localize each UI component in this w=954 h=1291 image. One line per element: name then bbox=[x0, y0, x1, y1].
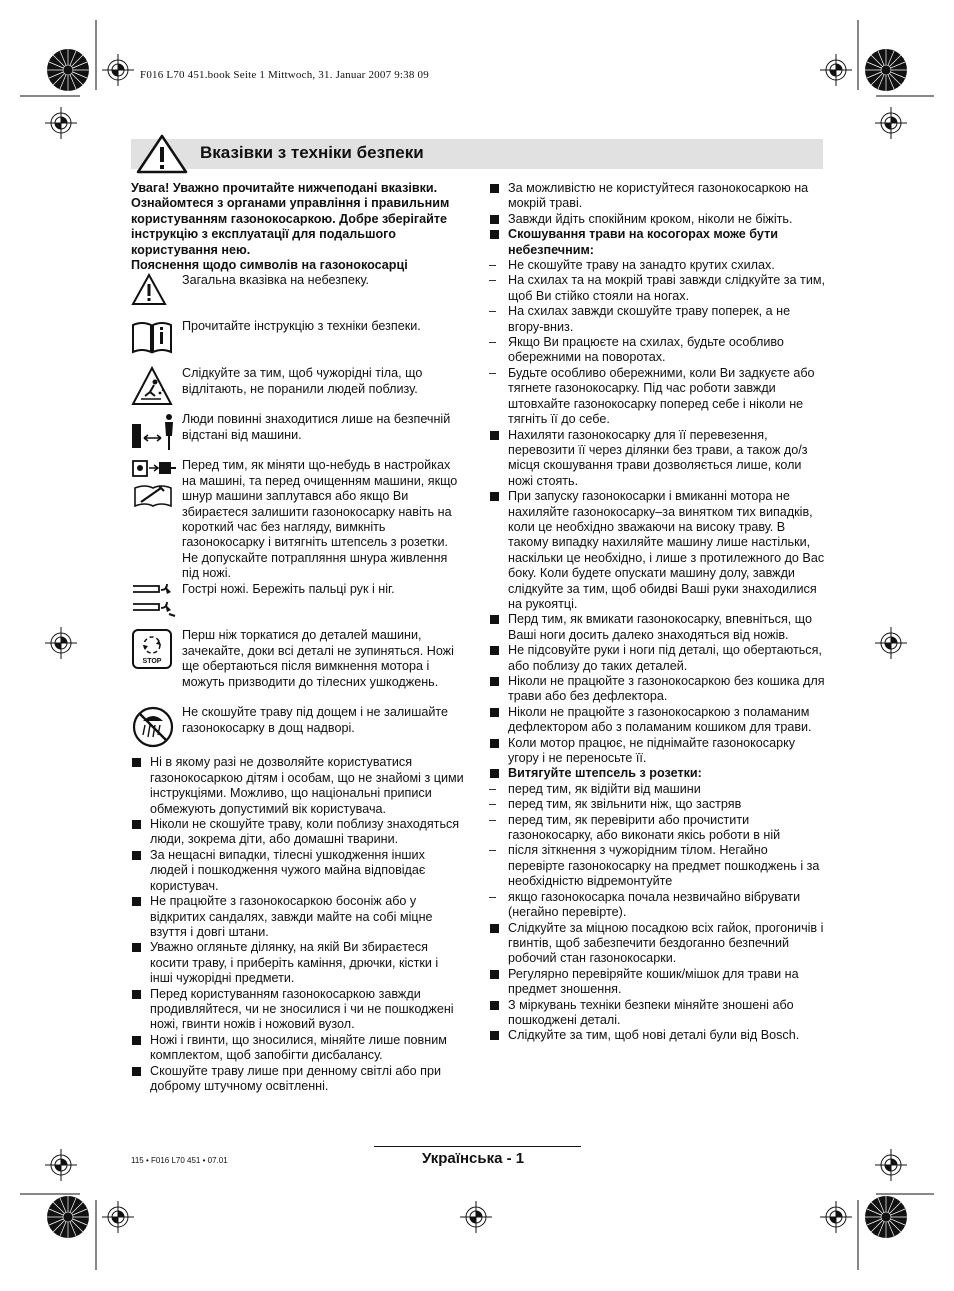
list-item-text: Витягуйте штепсель з розетки: bbox=[508, 766, 702, 781]
list-item-text: Ні в якому разі не дозволяйте користуватися газонокосаркою дітям і особам, що не знайомі з цими інструкціями. Можливо, що національні приписи обмежують допустимий вік користувача. bbox=[150, 755, 464, 816]
list-item-text: За нещасні випадки, тілесні ушкодження інших людей і пошкодження чужого майна відповідає користувач. bbox=[150, 847, 426, 893]
sub-list-item bbox=[489, 813, 825, 844]
symbol-text: Прочитайте інструкцію з техніки безпеки. bbox=[182, 319, 421, 334]
no-rain-icon bbox=[131, 705, 175, 749]
list-item-text: Ножі і гвинти, що зносилися, міняйте лише повним комплектом, щоб запобігти дисбалансу. bbox=[150, 1032, 447, 1063]
list-item-text: Перд тим, як вмикати газонокосарку, впевніться, що Ваші ноги досить далеко знаходяться від ножів. bbox=[508, 612, 813, 642]
sub-list-item bbox=[489, 335, 825, 366]
list-item bbox=[489, 705, 825, 736]
symbol-row bbox=[131, 319, 464, 366]
intro-warning: Увага! Уважно прочитайте нижчеподані вказівки. Ознайомтеся з органами управління і правильним користуванням газонокосаркою. Добре зберігайте інструкцію з експлуатації для подальшого користування нею. bbox=[131, 181, 450, 257]
unplug-before-maintenance-icon bbox=[131, 458, 177, 508]
sharp-blades-icon bbox=[131, 582, 177, 618]
footer-code: 115 • F016 L70 451 • 07.01 bbox=[131, 1156, 228, 1165]
symbol-row bbox=[131, 366, 464, 412]
list-item bbox=[131, 1064, 464, 1095]
dash-marker: – bbox=[489, 365, 497, 380]
sub-list-item bbox=[489, 890, 825, 921]
sub-list-item bbox=[489, 797, 825, 812]
dash-marker: – bbox=[489, 797, 497, 812]
list-item-text: Перед користуванням газонокосаркою завжди продивляйтеся, чи не зносилися і чи не пошкоджені ножі, гвинти ножів і ножовий вузол. bbox=[150, 986, 454, 1032]
list-item-text: Не підсовуйте руки і ноги під деталі, що обертаються, або поблизу до таких деталей. bbox=[508, 643, 822, 673]
list-item-text: Ніколи не скошуйте траву, коли поблизу знаходяться люди, зокрема діти, або домашні тварини. bbox=[150, 817, 460, 847]
symbol-row bbox=[131, 458, 464, 582]
list-item bbox=[131, 940, 464, 986]
list-item-text: перед тим, як звільнити ніж, що застряв bbox=[508, 797, 742, 812]
read-manual-icon bbox=[131, 319, 173, 355]
right-column bbox=[489, 181, 825, 1044]
list-item-text: Ніколи не працюйте з газонокосаркою без кошика для трави або без дефлектора. bbox=[508, 674, 825, 704]
list-item bbox=[131, 817, 464, 848]
symbol-text: Перед тим, як міняти що-небудь в настройках на машині, та перед очищенням машини, якщо шнур машини заплутався або якщо Ви збираєтеся залишити газонокосарку навіть на короткий час без нагляду, вимкніть газонокосарку і витягніть штепсель з розетки. Не допускайте потрапляння шнура живлення під ножі. bbox=[182, 458, 458, 581]
list-item bbox=[489, 612, 825, 643]
list-item bbox=[489, 643, 825, 674]
list-item bbox=[131, 755, 464, 817]
wait-stop-icon bbox=[131, 628, 173, 670]
list-item bbox=[489, 921, 825, 967]
list-item-text: На схилах та на мокрій траві завжди слідкуйте за тим, щоб Ви стійко стояли на ногах. bbox=[508, 273, 826, 303]
dash-marker: – bbox=[489, 335, 497, 350]
list-item bbox=[489, 736, 825, 767]
list-item-text: За можливістю не користуйтеся газонокосаркою на мокрій траві. bbox=[508, 181, 809, 211]
list-item-text: Слідкуйте за міцною посадкою всіх гайок, прогоничів і гвинтів, щоб забезпечити бездоганно безпечний робочий стан газонокосарки. bbox=[508, 920, 824, 966]
list-item-text: При запуску газонокосарки і вмиканні мотора не нахиляйте газонокосарку–за винятком тих випадків, коли це необхідно зважаючи на високу траву. В такому випадку нахиляйте машину лише настільки, наскільки це необхідно, і лише з протилежного до Вас боку. Коли будете опускати машину долу, завжди слідкуйте за тим, щоб обидві Ваші руки знаходилися на рукоятці. bbox=[508, 489, 825, 611]
symbol-row bbox=[131, 705, 464, 752]
symbol-row bbox=[131, 582, 464, 628]
intro-block bbox=[131, 181, 464, 273]
list-item bbox=[489, 1028, 825, 1043]
symbol-text: Гострі ножі. Бережіть пальці рук і ніг. bbox=[182, 582, 395, 597]
list-item-text: Завжди йдіть спокійним кроком, ніколи не біжіть. bbox=[508, 211, 793, 226]
dash-marker: – bbox=[489, 781, 497, 796]
sub-list-item bbox=[489, 782, 825, 797]
list-item-text: Не скошуйте траву на занадто крутих схилах. bbox=[508, 258, 775, 273]
list-item-text: На схилах завжди скошуйте траву поперек, а не вгору-вниз. bbox=[508, 304, 791, 334]
list-item-text: Скошуйте траву лише при денному світлі або при доброму штучному освітленні. bbox=[150, 1063, 442, 1093]
list-item-text: після зіткнення з чужорідним тілом. Негайно перевірте газонокосарку на предмет пошкоджень і за необхідністю відремонтуйте bbox=[508, 843, 820, 889]
dash-marker: – bbox=[489, 843, 497, 858]
list-item-text: Будьте особливо обережними, коли Ви задкуєте або тягнете газонокосарку. Під час роботи завжди штовхайте газонокосарку поперед себе і ніколи не тягніть її до себе. bbox=[508, 365, 815, 427]
list-item-text: якщо газонокосарка почала незвичайно вібрувати (негайно перевірте). bbox=[508, 889, 801, 920]
sub-list-item bbox=[489, 273, 825, 304]
symbol-row bbox=[131, 412, 464, 458]
list-item bbox=[489, 967, 825, 998]
symbol-text: Слідкуйте за тим, щоб чужорідні тіла, що відлітають, не поранили людей поблизу. bbox=[182, 366, 423, 396]
dash-marker: – bbox=[489, 812, 497, 827]
list-item bbox=[489, 674, 825, 705]
sub-list-item bbox=[489, 366, 825, 428]
list-item-text: Слідкуйте за тим, щоб нові деталі були від Bosch. bbox=[508, 1028, 800, 1043]
warning-triangle-icon bbox=[131, 273, 167, 307]
dash-marker: – bbox=[489, 304, 497, 319]
symbol-text: Не скошуйте траву під дощем і не залишайте газонокосарку в дощ надворі. bbox=[182, 705, 448, 735]
list-item bbox=[489, 181, 825, 212]
page-title: Вказівки з техніки безпеки bbox=[200, 143, 424, 162]
list-item-text: Коли мотор працює, не піднімайте газонокосарку угору і не переносьте її. bbox=[508, 735, 796, 766]
left-column bbox=[131, 181, 464, 1094]
symbol-text: Люди повинні знаходитися лише на безпечній відстані від машини. bbox=[182, 412, 451, 442]
sub-list-item bbox=[489, 258, 825, 273]
flying-objects-icon bbox=[131, 366, 173, 406]
list-item bbox=[489, 998, 825, 1029]
symbol-text: Перш ніж торкатися до деталей машини, зачекайте, доки всі деталі не зупиняться. Ножі ще обертаються після вимкнення мотора і можуть призводити до тілесних ушкоджень. bbox=[182, 628, 454, 689]
list-item bbox=[489, 766, 825, 781]
list-item bbox=[489, 428, 825, 490]
dash-marker: – bbox=[489, 258, 497, 273]
symbol-row bbox=[131, 628, 464, 705]
list-item-text: Якщо Ви працюєте на схилах, будьте особливо обережними на поворотах. bbox=[508, 335, 784, 365]
list-item bbox=[489, 227, 825, 258]
list-item bbox=[131, 848, 464, 894]
list-item bbox=[131, 1033, 464, 1064]
book-info-header: F016 L70 451.book Seite 1 Mittwoch, 31. Januar 2007 9:38 09 bbox=[140, 69, 429, 81]
list-item-text: Регулярно перевіряйте кошик/мішок для трави на предмет зношення. bbox=[508, 966, 799, 997]
list-item bbox=[489, 212, 825, 227]
list-item-text: Нахиляти газонокосарку для її перевезення, перевозити її через ділянки без трави, а також до/з місця скошування трави дозволяється лише, коли ножі стоять. bbox=[508, 427, 808, 488]
list-item bbox=[131, 894, 464, 940]
list-item-text: Ніколи не працюйте з газонокосаркою з поламаним дефлектором або з поламаним кошиком для трави. bbox=[508, 704, 812, 735]
list-item bbox=[489, 489, 825, 612]
svg-text:STOP: STOP bbox=[142, 658, 162, 666]
sub-list-item bbox=[489, 304, 825, 335]
dash-marker: – bbox=[489, 889, 497, 904]
symbol-text: Загальна вказівка на небезпеку. bbox=[182, 273, 370, 288]
list-item-text: Не працюйте з газонокосаркою босоніж або у відкритих сандалях, завжди майте на собі міцне взуття і довгі штани. bbox=[150, 894, 433, 939]
list-item-text: перед тим, як перевірити або прочистити газонокосарку, або виконати якісь роботи в ній bbox=[508, 812, 781, 843]
list-item-text: Скошування трави на косогорах може бути небезпечним: bbox=[508, 227, 778, 257]
list-item-text: З міркувань техніки безпеки міняйте зношені або пошкоджені деталі. bbox=[508, 997, 794, 1027]
warning-triangle-icon bbox=[135, 134, 189, 174]
symbol-row bbox=[131, 273, 464, 319]
list-item-text: перед тим, як відійти від машини bbox=[508, 781, 701, 796]
page-number: Українська - 1 bbox=[422, 1150, 525, 1167]
symbols-heading: Пояснення щодо символів на газонокосарці bbox=[131, 258, 408, 273]
list-item-text: Уважно огляньте ділянку, на якій Ви збираєтеся косити траву, і приберіть каміння, дрючки, кістки і інші чужорідні предмети. bbox=[150, 940, 439, 986]
sub-list-item bbox=[489, 843, 825, 889]
dash-marker: – bbox=[489, 273, 497, 288]
list-item bbox=[131, 987, 464, 1033]
keep-distance-icon bbox=[131, 412, 177, 452]
footer-rule bbox=[374, 1146, 581, 1147]
